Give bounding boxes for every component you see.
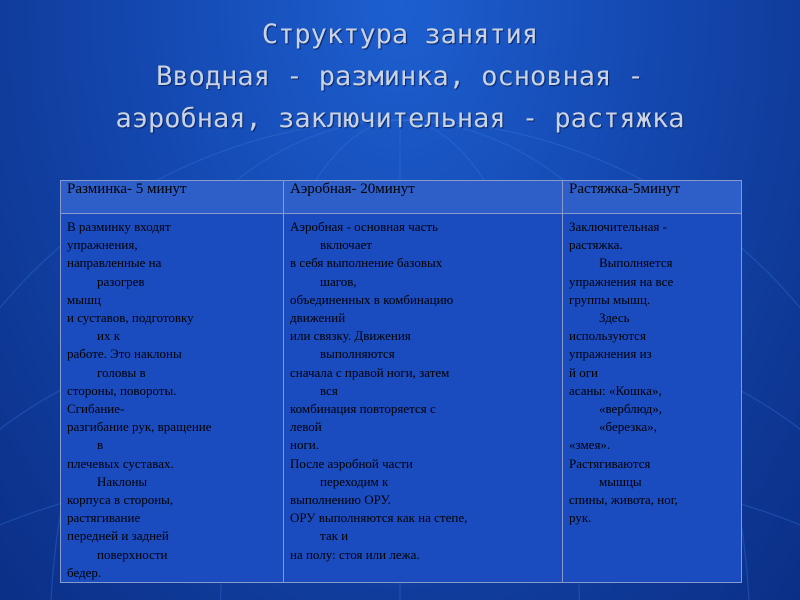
cell-text-line: Аэробная - основная часть: [290, 219, 438, 234]
cell-text-line: растягивание: [67, 510, 141, 526]
cell-text-line: спины, живота, ног,: [569, 492, 678, 508]
cell-text-line: поверхности: [97, 546, 168, 562]
cell-text-line: вся: [320, 382, 338, 398]
cell-text-line: шагов,: [320, 273, 357, 289]
cell-text-line: «березка»,: [599, 419, 657, 435]
cell-text-line: или связку. Движения: [290, 328, 411, 344]
cell-text-line: стороны, повороты.: [67, 382, 177, 398]
cell-text-line: ОРУ выполняются как на степе,: [290, 510, 468, 526]
cell-text-line: комбинация повторяется с: [290, 401, 436, 417]
stretch-description-cell: [563, 214, 742, 583]
cell-text-line: разгибание рук, вращение: [67, 419, 212, 435]
warmup-description-cell: [61, 214, 284, 583]
cell-text-line: выполнению ОРУ.: [290, 492, 391, 508]
cell-text-line: их к: [97, 328, 121, 344]
cell-text-line: головы в: [97, 364, 146, 380]
cell-text-line: В разминку входят: [67, 219, 171, 234]
cell-text-line: так и: [320, 528, 349, 544]
cell-text-line: Заключительная -: [569, 219, 667, 234]
cell-text-line: включает: [320, 237, 372, 253]
cell-text-line: в: [97, 437, 104, 453]
cell-text-line: мышц: [67, 291, 101, 307]
cell-text-line: рук.: [569, 510, 592, 526]
cell-text-line: левой: [290, 419, 322, 435]
title-line-2: Вводная - разминка, основная -: [156, 61, 644, 92]
header-stretch: Растяжка-5минут: [563, 181, 742, 214]
cell-text-line: Здесь: [599, 310, 630, 326]
title-line-1: Структура занятия: [261, 19, 539, 50]
header-warmup: Разминка- 5 минут: [61, 181, 284, 214]
aerobic-description-cell: [284, 214, 563, 583]
cell-text-line: «змея».: [569, 437, 611, 453]
cell-text-line: выполняются: [320, 346, 395, 362]
cell-text-line: корпуса в стороны,: [67, 492, 174, 508]
cell-text-line: передней и задней: [67, 528, 169, 544]
cell-text-line: разогрев: [97, 273, 145, 289]
cell-text-line: После аэробной части: [290, 455, 413, 471]
cell-text-line: на полу: стоя или лежа.: [290, 546, 420, 562]
cell-text-line: упражнения,: [67, 237, 138, 253]
cell-text-line: в себя выполнение базовых: [290, 255, 443, 271]
cell-text-line: Сгибание-: [67, 401, 125, 417]
cell-text-line: «верблюд»,: [599, 401, 663, 417]
page-title: [0, 14, 800, 140]
lesson-structure-table: [60, 180, 742, 583]
cell-text-line: асаны: «Кошка»,: [569, 382, 662, 398]
cell-text-line: направленные на: [67, 255, 162, 271]
header-aerobic: Аэробная- 20минут: [284, 181, 563, 214]
cell-text-line: й оги: [569, 364, 598, 380]
cell-text-line: Выполняется: [599, 255, 673, 271]
cell-text-line: используются: [569, 328, 646, 344]
title-line-3: аэробная, заключительная - растяжка: [115, 103, 685, 134]
cell-text-line: и суставов, подготовку: [67, 310, 194, 326]
cell-text-line: группы мышц.: [569, 291, 651, 307]
table-header-row: [61, 181, 742, 214]
cell-text-line: упражнения из: [569, 346, 652, 362]
cell-text-line: объединенных в комбинацию: [290, 291, 454, 307]
cell-text-line: работе. Это наклоны: [67, 346, 182, 362]
cell-text-line: плечевых суставах.: [67, 455, 174, 471]
cell-text-line: Наклоны: [97, 473, 148, 489]
cell-text-line: сначала с правой ноги, затем: [290, 364, 450, 380]
cell-text-line: упражнения на все: [569, 273, 674, 289]
table-row: [61, 214, 742, 583]
cell-text-line: мышцы: [599, 473, 642, 489]
cell-text-line: движений: [290, 310, 346, 326]
cell-text-line: переходим к: [320, 473, 389, 489]
cell-text-line: растяжка.: [569, 237, 623, 253]
cell-text-line: Растягиваются: [569, 455, 651, 471]
cell-text-line: бедер.: [67, 564, 102, 580]
cell-text-line: ноги.: [290, 437, 319, 453]
